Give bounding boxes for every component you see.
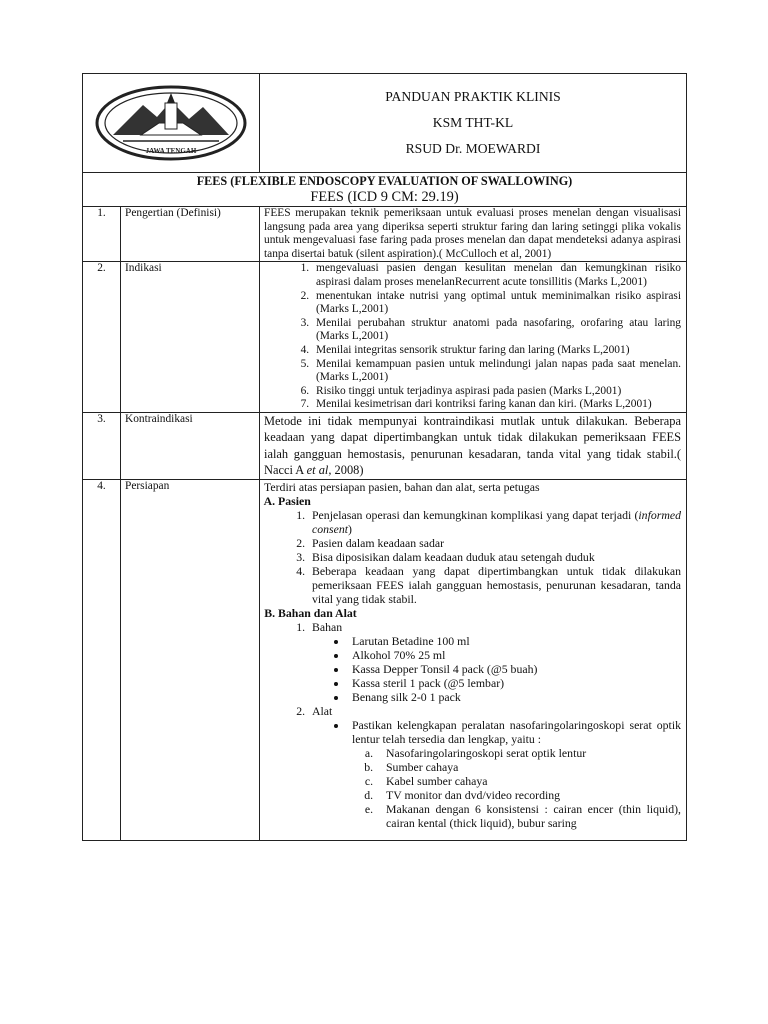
- row-number: 3.: [83, 412, 121, 479]
- row-label: Kontraindikasi: [121, 412, 260, 479]
- list-item: d. TV monitor dan dvd/video recording: [376, 788, 681, 802]
- list-item: 1. mengevaluasi pasien dengan kesulitan menelan dan kemungkinan risiko aspirasi dalam proses menelanRecurrent acute tonsillitis (Marks L,2001): [312, 262, 681, 289]
- row-label: Persiapan: [121, 479, 260, 840]
- section-materials-tools: [278, 606, 681, 830]
- section-patient: [278, 494, 681, 606]
- list-item: 3. Menilai perubahan struktur anatomi pada nasofaring, orofaring atau laring (Marks L,2001): [312, 317, 681, 344]
- list-item: a. Nasofaringolaringoskopi serat optik lentur: [376, 746, 681, 760]
- preparation-intro: Terdiri atas persiapan pasien, bahan dan alat, serta petugas: [264, 479, 540, 494]
- title-row: [83, 173, 687, 207]
- tools-label: Alat: [312, 703, 333, 718]
- contraindication-text-main: Metode ini tidak mempunyai kontraindikasi mutlak untuk dilakukan. Beberapa keadaan yang dapat dipertimbangkan untuk tidak dilakukan pemeriksaan FEES ialah gangguan hemostasis, penurunan kesadaran, tanda vital yang tidak stabil.( Nacci A: [264, 413, 681, 478]
- clinical-guide-table: [82, 73, 687, 841]
- list-item: • Larutan Betadine 100 ml: [348, 634, 681, 648]
- list-item: b. Sumber cahaya: [376, 760, 681, 774]
- province-seal-logo: [93, 83, 249, 163]
- contraindication-text-end: 2008): [331, 463, 364, 478]
- logo-cell: [83, 74, 260, 173]
- list-item: 6. Risiko tinggi untuk terjadinya aspirasi pada pasien (Marks L,2001): [312, 385, 681, 399]
- list-item: 5. Menilai kemampuan pasien untuk melindungi jalan napas pada saat menelan. (Marks L,2001): [312, 358, 681, 385]
- list-item: 3. Bisa diposisikan dalam keadaan duduk atau setengah duduk: [308, 550, 681, 564]
- tools-intro: Pastikan kelengkapan peralatan nasofaringolaringoskopi serat optik lentur telah tersedia dan lengkap, yaitu :: [352, 717, 681, 746]
- materials-label: Bahan: [312, 619, 343, 634]
- row-indication: [83, 262, 687, 413]
- row-label: Pengertian (Definisi): [121, 207, 260, 262]
- list-item: 7. Menilai kesimetrisan dari kontriksi faring kanan dan kiri. (Marks L,2001): [312, 398, 681, 412]
- list-item: • Alkohol 70% 25 ml: [348, 648, 681, 662]
- row-contraindication: [83, 412, 687, 479]
- tools-sublist: [352, 746, 681, 830]
- contraindication-citation-italic: et al,: [306, 463, 332, 478]
- preparation-content: [260, 479, 687, 840]
- list-item: e. Makanan dengan 6 konsistensi : cairan encer (thin liquid), cairan kental (thick liquid), bubur saring: [376, 802, 681, 830]
- list-item: 4. Menilai integritas sensorik struktur faring dan laring (Marks L,2001): [312, 344, 681, 358]
- list-item: • Kassa steril 1 pack (@5 lembar): [348, 676, 681, 690]
- list-item: • Kassa Depper Tonsil 4 pack (@5 buah): [348, 662, 681, 676]
- list-item-materials: [308, 620, 681, 704]
- section-heading: Pasien: [278, 493, 311, 508]
- section-heading: Bahan dan Alat: [278, 605, 357, 620]
- row-label: Indikasi: [121, 262, 260, 413]
- list-item: [308, 508, 681, 536]
- logo-text: JAWA TENGAH: [145, 147, 197, 155]
- tools-list: [312, 718, 681, 830]
- row-number: 1.: [83, 207, 121, 262]
- preparation-sections: [264, 494, 681, 830]
- indication-list: [264, 262, 681, 412]
- header-line-1: PANDUAN PRAKTIK KLINIS: [385, 89, 561, 104]
- procedure-title: FEES (FLEXIBLE ENDOSCOPY EVALUATION OF SWALLOWING): [196, 174, 573, 188]
- header-line-2: KSM THT-KL: [432, 115, 514, 130]
- row-number: 2.: [83, 262, 121, 413]
- materials-tools-list: [278, 620, 681, 830]
- contraindication-text: [260, 412, 687, 479]
- patient-list: [278, 508, 681, 606]
- list-item: 2. menentukan intake nutrisi yang optimal untuk meminimalkan risiko aspirasi (Marks L,2001): [312, 290, 681, 317]
- row-number: 4.: [83, 479, 121, 840]
- list-item: 4. Beberapa keadaan yang dapat dipertimbangkan untuk tidak dilakukan pemeriksaan FEES ialah gangguan hemostasis, penurunan kesadaran, tanda vital yang tidak stabil.: [308, 564, 681, 606]
- row-preparation: [83, 479, 687, 840]
- list-item: [348, 718, 681, 830]
- informed-consent-italic: informed consent: [312, 507, 681, 536]
- list-item: c. Kabel sumber cahaya: [376, 774, 681, 788]
- materials-list: [312, 634, 681, 704]
- header-line-3: RSUD Dr. MOEWARDI: [405, 141, 541, 156]
- list-item: • Benang silk 2-0 1 pack: [348, 690, 681, 704]
- list-item-text: Penjelasan operasi dan kemungkinan komplikasi yang dapat terjadi (: [312, 507, 639, 522]
- definition-text: FEES merupakan teknik pemeriksaan untuk evaluasi proses menelan dengan visualisasi langsung pada area yang diperiksa seperti struktur faring dan laring setinggi plika vokalis untuk mengevaluasi fase faring pada proses menelan dan dapat mendeteksi adanya aspirasi tanpa disertai batuk (silent aspiration).( McCulloch et al, 2001): [260, 207, 687, 262]
- title-cell: [83, 173, 687, 207]
- row-definition: [83, 207, 687, 262]
- list-item-tools: [308, 704, 681, 830]
- indication-content: [260, 262, 687, 413]
- procedure-icd-code: FEES (ICD 9 CM: 29.19): [310, 189, 459, 205]
- header-title-cell: [260, 74, 687, 173]
- list-item-text-end: ): [348, 521, 352, 536]
- list-item: 2. Pasien dalam keadaan sadar: [308, 536, 681, 550]
- header-row: [83, 74, 687, 173]
